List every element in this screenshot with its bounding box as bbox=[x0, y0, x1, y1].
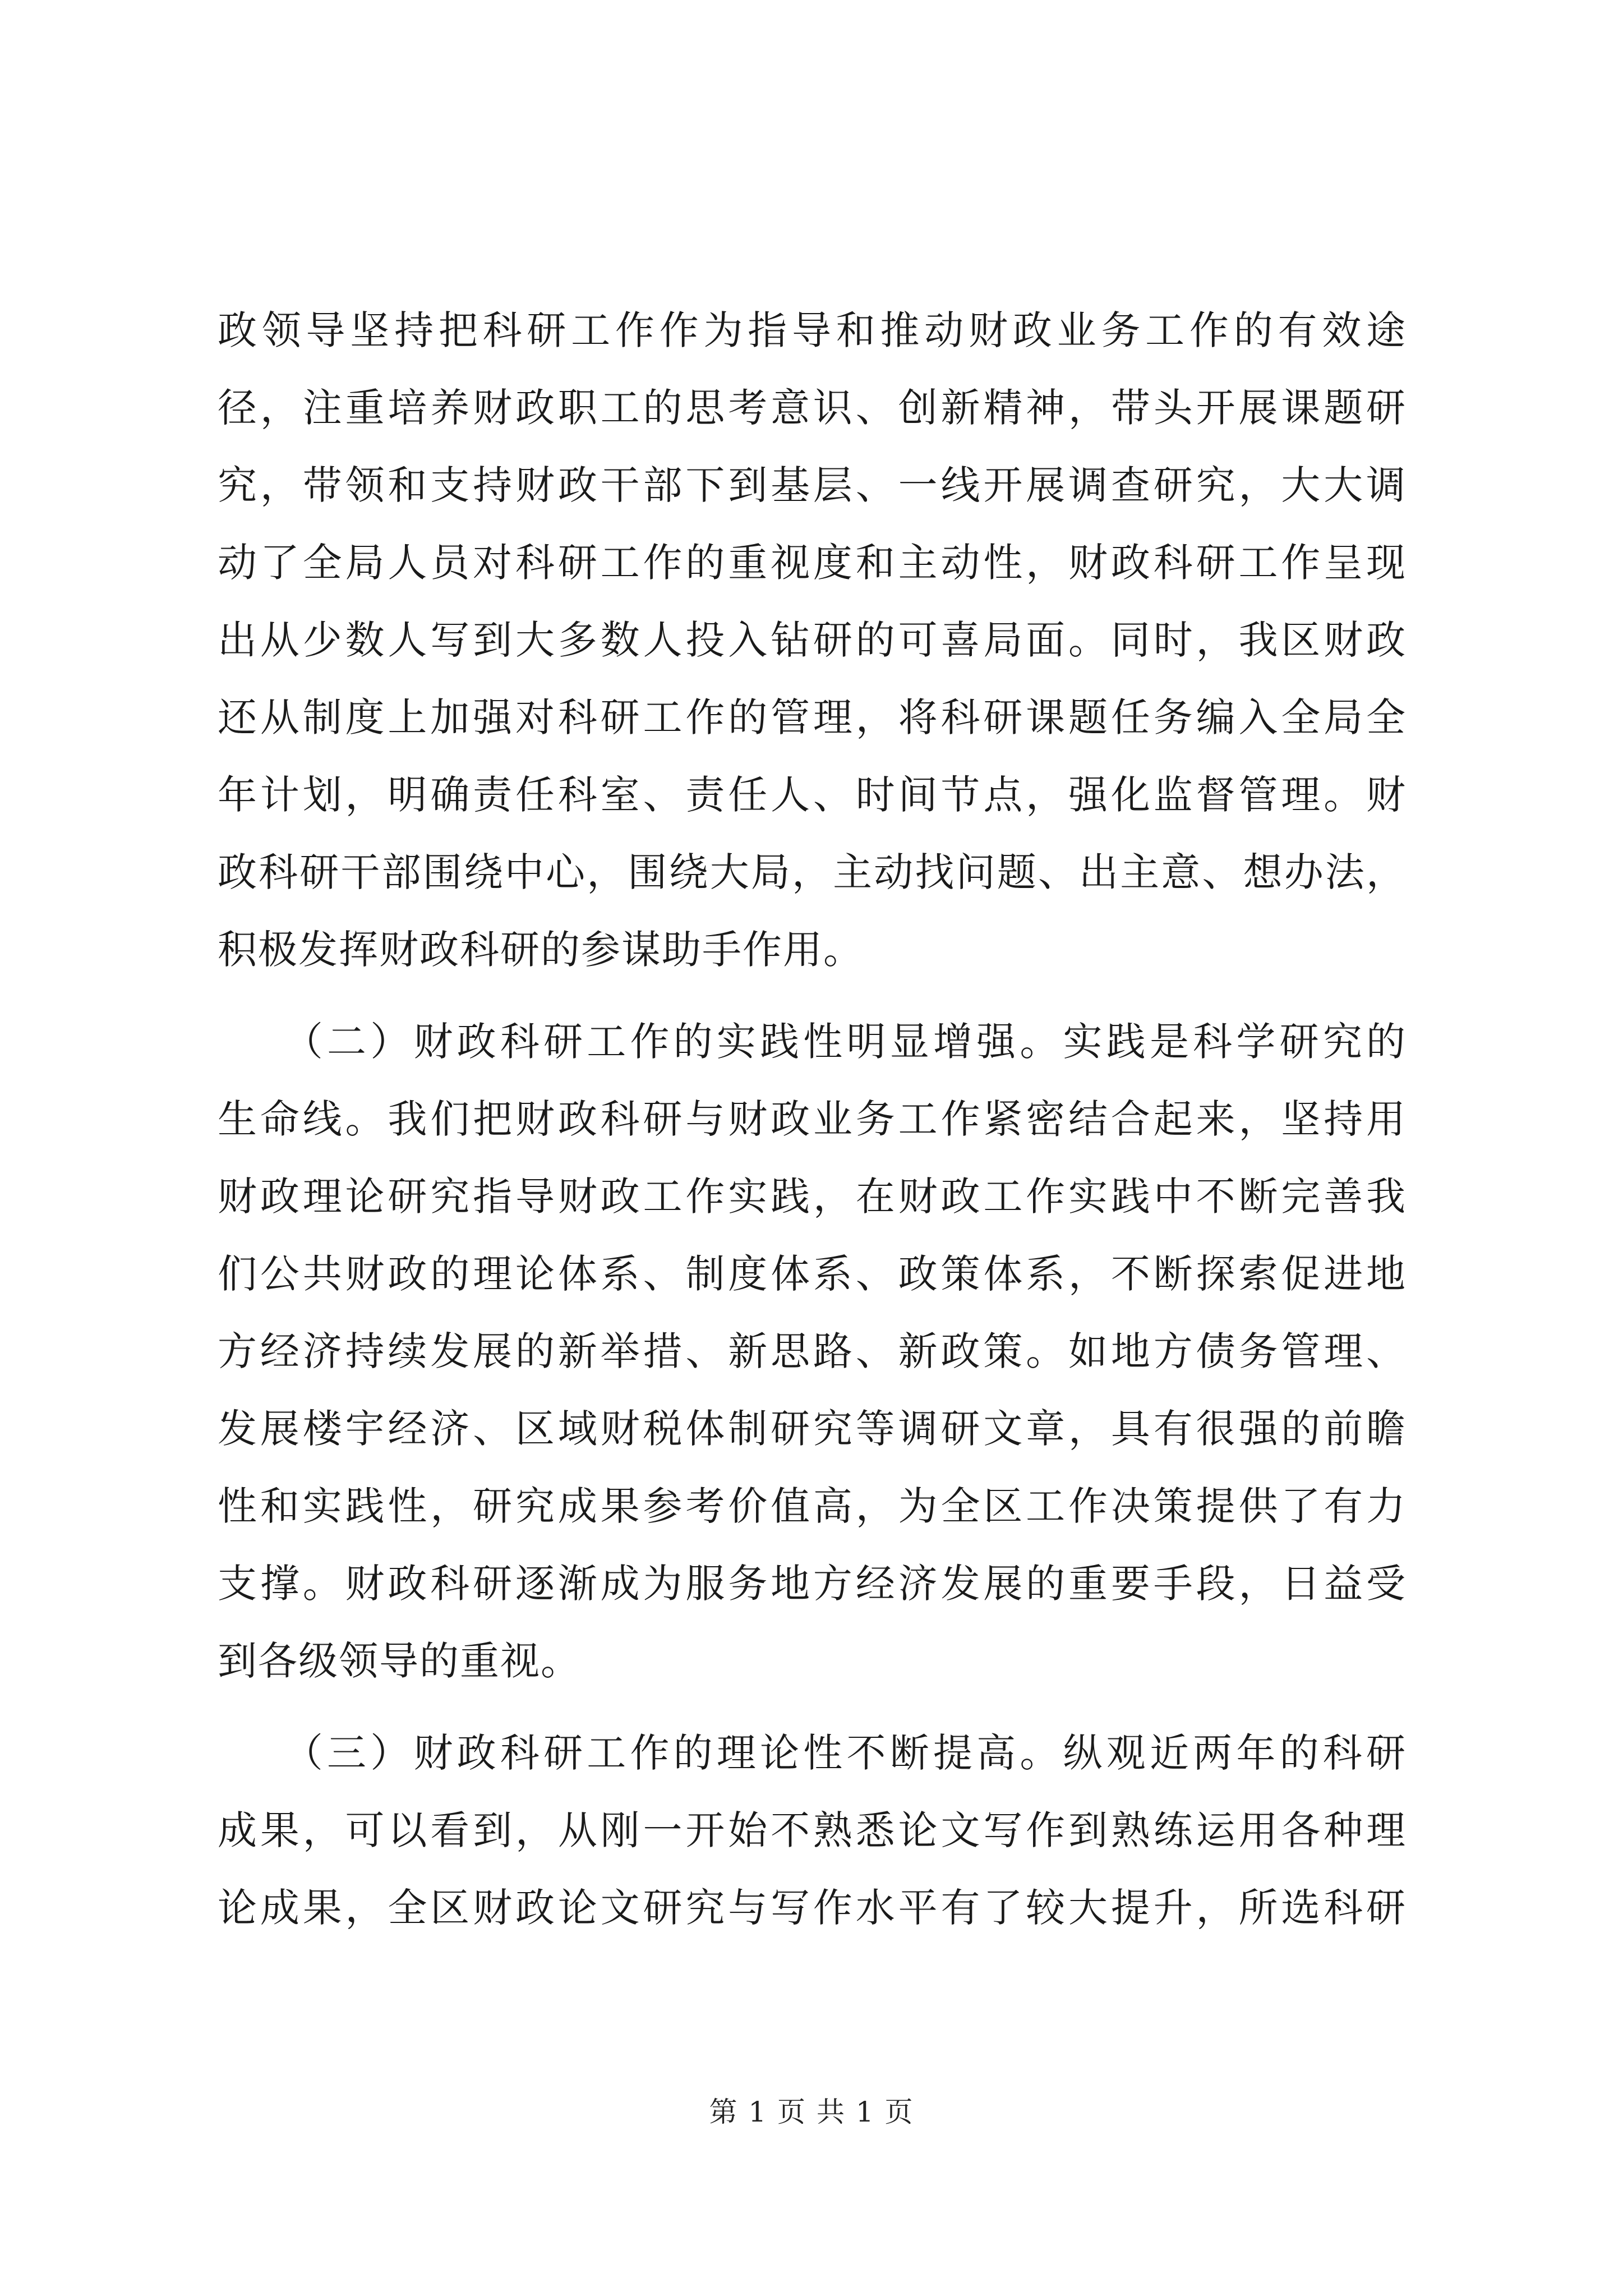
text-line: 年计划，明确责任科室、责任人、时间节点，强化监督管理。财 bbox=[218, 772, 1407, 818]
paragraph-3 bbox=[218, 1714, 1407, 1947]
text-line: 成果，可以看到，从刚一开始不熟悉论文写作到熟练运用各种理 bbox=[218, 1807, 1407, 1853]
text-line: 径，注重培养财政职工的思考意识、创新精神，带头开展课题研 bbox=[218, 385, 1407, 431]
text-line: （二）财政科研工作的实践性明显增强。实践是科学研究的 bbox=[218, 1019, 1407, 1065]
text-line: 支撑。财政科研逐渐成为服务地方经济发展的重要手段，日益受 bbox=[218, 1561, 1407, 1607]
text-line: （三）财政科研工作的理论性不断提高。纵观近两年的科研 bbox=[218, 1730, 1407, 1776]
text-line: 性和实践性，研究成果参考价值高，为全区工作决策提供了有力 bbox=[218, 1483, 1407, 1529]
text-line: 们公共财政的理论体系、制度体系、政策体系，不断探索促进地 bbox=[218, 1251, 1407, 1297]
text-line: 发展楼宇经济、区域财税体制研究等调研文章，具有很强的前瞻 bbox=[218, 1406, 1407, 1452]
text-line: 积极发挥财政科研的参谋助手作用。 bbox=[218, 927, 864, 973]
text-line: 方经济持续发展的新举措、新思路、新政策。如地方债务管理、 bbox=[218, 1328, 1407, 1374]
text-line: 生命线。我们把财政科研与财政业务工作紧密结合起来，坚持用 bbox=[218, 1096, 1407, 1142]
paragraph-2 bbox=[218, 1003, 1407, 1700]
text-line: 还从制度上加强对科研工作的管理，将科研课题任务编入全局全 bbox=[218, 694, 1407, 740]
document-body bbox=[218, 292, 1407, 1961]
text-line: 到各级领导的重视。 bbox=[218, 1638, 581, 1684]
text-line: 论成果，全区财政论文研究与写作水平有了较大提升，所选科研 bbox=[218, 1885, 1407, 1931]
text-line: 财政理论研究指导财政工作实践，在财政工作实践中不断完善我 bbox=[218, 1174, 1407, 1220]
paragraph-1 bbox=[218, 292, 1407, 988]
text-line: 出从少数人写到大多数人投入钻研的可喜局面。同时，我区财政 bbox=[218, 617, 1407, 663]
page-number-footer: 第 1 页 共 1 页 bbox=[709, 2096, 914, 2128]
text-line: 政领导坚持把科研工作作为指导和推动财政业务工作的有效途 bbox=[218, 307, 1407, 353]
text-line: 究，带领和支持财政干部下到基层、一线开展调查研究，大大调 bbox=[218, 462, 1407, 508]
text-line: 动了全局人员对科研工作的重视度和主动性，财政科研工作呈现 bbox=[218, 540, 1407, 586]
text-line: 政科研干部围绕中心，围绕大局，主动找问题、出主意、想办法， bbox=[218, 849, 1407, 895]
